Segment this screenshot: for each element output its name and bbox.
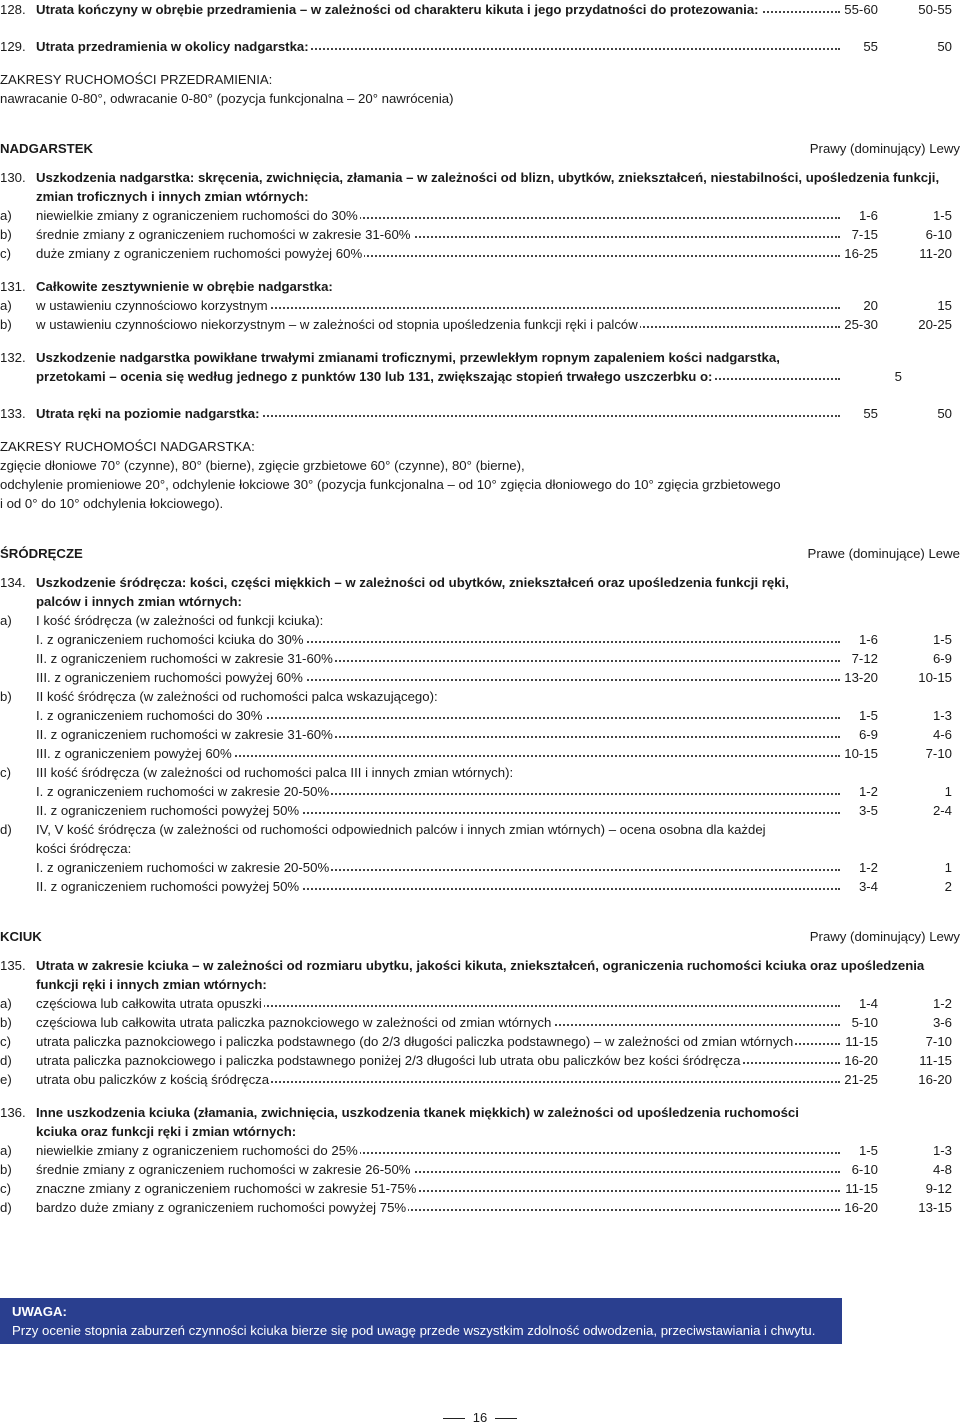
range-title: ZAKRESY RUCHOMOŚCI PRZEDRAMIENIA: bbox=[0, 72, 273, 87]
footer-rule bbox=[495, 1418, 517, 1419]
item-132: 132. Uszkodzenie nadgarstka powikłane trwałymi zmianami troficznymi, przewlekłym ropnym zapaleniem kości nadgarstka, bbox=[0, 350, 780, 365]
note-box bbox=[0, 1298, 842, 1344]
subitem: I. z ograniczeniem ruchomości w zakresie 20-50% 1-2 1 bbox=[36, 860, 952, 875]
item-130 bbox=[0, 168, 960, 206]
item-131: 131. Całkowite zesztywnienie w obrębie nadgarstka: bbox=[0, 279, 333, 294]
item-133: 133. Utrata ręki na poziomie nadgarstka: 55 50 bbox=[0, 406, 952, 421]
subitem: b) średnie zmiany z ograniczeniem ruchomości w zakresie 26-50% 6-10 4-8 bbox=[0, 1162, 952, 1177]
document-page: 128. Utrata kończyny w obrębie przedramienia – w zależności od charakteru kikuta i jego przydatności do protezowania: 55-60 50-55 129. Utrata przedramienia w okolicy nadgarstka: 55 50 ZAKRESY RUCHOMOŚCI PRZEDRAMIENIA: nawracanie 0-80°, odwracanie 0-80° (pozycja funkcjonalna – 20° nawrócenia) NADGARSTEK Prawy (dominujący) Lewy 130. Uszkodzenia nadgarstka: skręcenia, zwichnięcia, złamania – w zależności od blizn, ubytków, zniekształceń, niestabilności, upośledzenia funkcji, zmian troficznych i innych zmian wtórnych: a) niewielkie zmiany z ograniczeniem ruchomości do 30% 1-6 1-5 b) średnie zmiany z ograniczeniem ruchomości w zakresie 31-60% 7-15 6-10 c) duże zmiany z ograniczeniem ruchomości powyżej 60% 16-25 11-20 131. Całkowite zesztywnienie w obrębie nadgarstka: a) w ustawieniu czynnościowo korzystnym 20 15 b) w ustawieniu czynnościowo niekorzystnym – w zależności od stopnia upośledzenia funkcji ręki i palców 25-30 20-25 132. Uszkodzenie nadgarstka powikłane trwałymi zmianami troficznymi, przewlekłym ropnym zapaleniem kości nadgarstka, przetokami – ocenia się według jednego z punktów 130 lub 131, zwiększając stopień trwałego uszczerbku o: 5 133. Utrata ręki na poziomie nadgarstka: 55 50 ZAKRESY RUCHOMOŚCI NADGARSTKA: zgięcie dłoniowe 70° (czynne), 80° (bierne), zgięcie grzbietowe 60° (czynne), 80° (bierne), odchylenie promieniowe 20°, odchylenie łokciowe 30° (pozycja funkcjonalna – od 10° zgięcia dłoniowego do 10° zgięcia grzbietowego i od 0° do 10° odchylenia łokciowego). ŚRÓDRĘCZE Prawe (dominujące) Lewe 134. Uszkodzenie śródręcza: kości, części miękkich – w zależności od ubytków, zniekształceń oraz upośledzenia funkcji ręki, palców i innych zmian wtórnych: a) I kość śródręcza (w zależności od funkcji kciuka): I. z ograniczeniem ruchomości kciuka do 30% 1-6 1-5 II. z ograniczeniem ruchomości w zakresie 31-60% 7-12 6-9 III. z ograniczeniem ruchomości powyżej 60% 13-20 10-15 b) II kość śródręcza (w zależności od ruchomości palca wskazującego): I. z ograniczeniem ruchomości do 30% 1-5 1-3 II. z ograniczeniem ruchomości w zakresie 31-60% 6-9 4-6 III. z ograniczeniem powyżej 60% 10-15 7-10 c) III kość śródręcza (w zależności od ruchomości palca III i innych zmian wtórnych): I. z ograniczeniem ruchomości w zakresie 20-50% 1-2 1 II. z ograniczeniem ruchomości powyżej 50% 3-5 2-4 d) IV, V kość śródręcza (w zależności od ruchomości odpowiednich palców i innych zmian wtórnych) – ocena osobna dla każdej kości śródręcza: I. z ograniczeniem ruchomości w zakresie 20-50% 1-2 1 II. z ograniczeniem ruchomości powyżej 50% 3-4 2 KCIUK Prawy (dominujący) Lewy 135. Utrata w zakresie kciuka – w zależności od rozmiaru ubytku, jakości kikuta, zniekształceń, ograniczenia ruchomości kciuka oraz upośledzenia funkcji ręki i innych zmian wtórnych: a) częściowa lub całkowita utrata opuszki 1-4 1-2 b) częściowa lub całkowita utrata paliczka paznokciowego w zależności od zmian wtórnych 5-10 3-6 c) utrata paliczka paznokciowego i paliczka podstawnego (do 2/3 długości paliczka podstawnego) – w zależności od zmian wtórnych 11-15 7-10 d) utrata paliczka paznokciowego i paliczka podstawnego poniżej 2/3 długości lub utrata obu paliczków bez kości śródręcza 16-20 11-15 e) utrata obu paliczków z kością śródręcza 21-25 16-20 136. Inne uszkodzenia kciuka (złamania, zwichnięcia, uszkodzenia tkanek miękkich) w zależności od upośledzenia ruchomości kciuka oraz funkcji ręki i zmian wtórnych: a) niewielkie zmiany z ograniczeniem ruchomości do 25% 1-5 1-3 b) średnie zmiany z ograniczeniem ruchomości w zakresie 26-50% 6-10 4-8 c) znaczne zmiany z ograniczeniem ruchomości w zakresie 51-75% 11-15 9-12 d) bardzo duże zmiany z ograniczeniem ruchomości powyżej 75% 16-20 13-15 bbox=[0, 2, 960, 1215]
subitem: a) niewielkie zmiany z ograniczeniem ruchomości do 25% 1-5 1-3 bbox=[0, 1143, 952, 1158]
subitem: b) częściowa lub całkowita utrata paliczka paznokciowego w zależności od zmian wtórnych 5-10 3-6 bbox=[0, 1015, 952, 1030]
subitem: d) bardzo duże zmiany z ograniczeniem ruchomości powyżej 75% 16-20 13-15 bbox=[0, 1200, 952, 1215]
note-title: UWAGA: bbox=[12, 1304, 67, 1319]
footer-rule bbox=[443, 1418, 465, 1419]
subitem: b) w ustawieniu czynnościowo niekorzystnym – w zależności od stopnia upośledzenia funkcji ręki i palców 25-30 20-25 bbox=[0, 317, 952, 332]
item-number: 128. bbox=[0, 2, 26, 17]
subitem: c) duże zmiany z ograniczeniem ruchomości powyżej 60% 16-25 11-20 bbox=[0, 246, 952, 261]
subitem: a) częściowa lub całkowita utrata opuszki 1-4 1-2 bbox=[0, 996, 952, 1011]
subitem: III. z ograniczeniem ruchomości powyżej 60% 13-20 10-15 bbox=[36, 670, 952, 685]
subitem: e) utrata obu paliczków z kością śródręcza 21-25 16-20 bbox=[0, 1072, 952, 1087]
section-sides: Prawy (dominujący) Lewy bbox=[809, 141, 960, 156]
item-text: Utrata przedramienia w okolicy nadgarstka: bbox=[36, 39, 309, 54]
item-136: 136. Inne uszkodzenia kciuka (złamania, zwichnięcia, uszkodzenia tkanek miękkich) w zależności od upośledzenia ruchomości bbox=[0, 1105, 799, 1120]
subitem: a) w ustawieniu czynnościowo korzystnym 20 15 bbox=[0, 298, 952, 313]
subitem: III. z ograniczeniem powyżej 60% 10-15 7-10 bbox=[36, 746, 952, 761]
item-134: 134. Uszkodzenie śródręcza: kości, części miękkich – w zależności od ubytków, zniekształceń oraz upośledzenia funkcji ręki, bbox=[0, 575, 789, 590]
note-text: Przy ocenie stopnia zaburzeń czynności kciuka bierze się pod uwagę przede wszystkim zdolność odwodzenia, przeciwstawiania i chwytu. bbox=[12, 1323, 816, 1338]
item-128 bbox=[0, 0, 960, 19]
subitem: I. z ograniczeniem ruchomości kciuka do 30% 1-6 1-5 bbox=[36, 632, 952, 647]
subitem: c) znaczne zmiany z ograniczeniem ruchomości w zakresie 51-75% 11-15 9-12 bbox=[0, 1181, 952, 1196]
item-132-line2: przetokami – ocenia się według jednego z punktów 130 lub 131, zwiększając stopień trwałego uszczerbku o: 5 bbox=[36, 369, 902, 384]
subitem: II. z ograniczeniem ruchomości powyżej 50% 3-5 2-4 bbox=[36, 803, 952, 818]
page-number: 16 bbox=[472, 1410, 488, 1425]
subitem: b) średnie zmiany z ograniczeniem ruchomości w zakresie 31-60% 7-15 6-10 bbox=[0, 227, 952, 242]
section-header-srodrecze: ŚRÓDRĘCZE Prawe (dominujące) Lewe bbox=[0, 546, 960, 561]
item-number: 130. bbox=[0, 170, 26, 185]
page-footer bbox=[0, 1408, 960, 1427]
value-right: 55-60 bbox=[844, 2, 878, 17]
subitem: I. z ograniczeniem ruchomości do 30% 1-5 1-3 bbox=[36, 708, 952, 723]
section-header-nadgarstek bbox=[0, 136, 960, 158]
section-header-kciuk: KCIUK Prawy (dominujący) Lewy bbox=[0, 929, 960, 944]
subitem: I. z ograniczeniem ruchomości w zakresie 20-50% 1-2 1 bbox=[36, 784, 952, 799]
subitem: II. z ograniczeniem ruchomości w zakresie 31-60% 6-9 4-6 bbox=[36, 727, 952, 742]
range-title: ZAKRESY RUCHOMOŚCI NADGARSTKA: bbox=[0, 439, 255, 454]
subitem: a) niewielkie zmiany z ograniczeniem ruchomości do 30% 1-6 1-5 bbox=[0, 208, 952, 223]
range-text: nawracanie 0-80°, odwracanie 0-80° (pozycja funkcjonalna – 20° nawrócenia) bbox=[0, 91, 454, 106]
subitem: II. z ograniczeniem ruchomości w zakresie 31-60% 7-12 6-9 bbox=[36, 651, 952, 666]
value-left: 50-55 bbox=[918, 2, 952, 17]
item-129 bbox=[0, 37, 960, 56]
item-number: 129. bbox=[0, 39, 26, 54]
item-135: 135. Utrata w zakresie kciuka – w zależności od rozmiaru ubytku, jakości kikuta, zniekształceń, ograniczenia ruchomości kciuka oraz upośledzenia bbox=[0, 958, 925, 973]
value-right: 55 bbox=[863, 39, 878, 54]
subitem: c) utrata paliczka paznokciowego i paliczka podstawnego (do 2/3 długości paliczka podstawnego) – w zależności od zmian wtórnych 11-15 7-10 bbox=[0, 1034, 952, 1049]
item-text: Utrata kończyny w obrębie przedramienia – w zależności od charakteru kikuta i jego przydatności do protezowania: bbox=[36, 2, 759, 17]
item-text: Uszkodzenia nadgarstka: skręcenia, zwichnięcia, złamania – w zależności od blizn, ubytków, zniekształceń, niestabilności, upośledzenia funkcji, zmian troficznych i innych zmian wtórnych: bbox=[36, 170, 940, 204]
section-title: NADGARSTEK bbox=[0, 141, 94, 156]
subitem: II. z ograniczeniem ruchomości powyżej 50% 3-4 2 bbox=[36, 879, 952, 894]
subitem: d) utrata paliczka paznokciowego i paliczka podstawnego poniżej 2/3 długości lub utrata obu paliczków bez kości śródręcza 16-20 11-15 bbox=[0, 1053, 952, 1068]
value-left: 50 bbox=[937, 39, 952, 54]
